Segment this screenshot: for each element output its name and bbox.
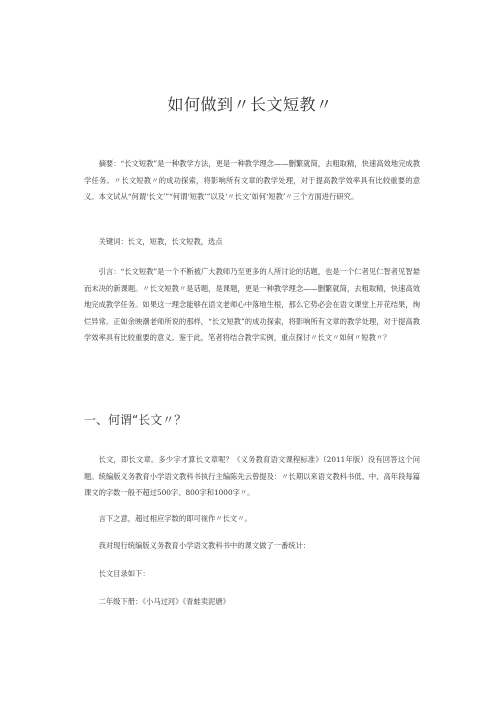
section-paragraph-4: 长文目录如下：	[98, 569, 150, 578]
section-paragraph-5: 二年级下册：《小马过河》《青蛙卖泥塘》	[98, 597, 230, 606]
intro-paragraph: 引言：“长文短教”是一个不断被广大教师乃至更多的人所讨论的话题，也是一个仁者见仁智者见智悬而未决的新课题。〃长文短教〃是话题，是课题，更是一种教学理念——删繁就简，去粗取精，快速高效地完成教学任务。如果这一理念能够在语文老师心中落地生根，那么它势必会在语文课堂上开花结果，绚烂异常。正如余映潮老师所说的那样，“长文短教”的成功探索，将影响所有文章的教学处理，对于提高教学效率具有比较重要的意义。鉴于此，笔者将结合教学实例，重点探讨〃长文〃如何〃短教〃？	[84, 267, 420, 342]
abstract-paragraph: 摘要：“长文短教”是一种教学方法，更是一种教学理念——删繁就简，去粗取精，快速高效地完成教学任务。〃长文短教〃的成功探索，将影响所有文章的教学处理，对于提高教学效率具有比较重要的意义。本文试从“何谓‘长文’”“何谓‘短教’”以及‘〃长文’如何‘短教’〃三个方面进行研究。	[84, 159, 420, 201]
section-paragraph-2: 言下之意，超过相应字数的即可视作〃长文〃。	[98, 514, 252, 523]
section-heading: 一、何谓“长文〃？	[84, 413, 187, 427]
keywords-paragraph: 关键词：长文，短教，长文短教，选点	[98, 237, 223, 246]
section-paragraph-3: 我对现行统编版义务教育小学语文教科书中的课文做了一番统计：	[98, 541, 311, 550]
document-title: 如何做到〃长文短教〃	[167, 95, 333, 114]
section-paragraph-1: 长文，即长文章。多少字才算长文章呢？《义务教育语文课程标准》（2011年版）没有回答这个问题。统编版义务教育小学语文教科书执行主编陈先云曾提及：〃长期以来语文教科书低、中、高年段每篇课文的字数一般不超过500字、800字和1000字〃。	[84, 455, 420, 497]
